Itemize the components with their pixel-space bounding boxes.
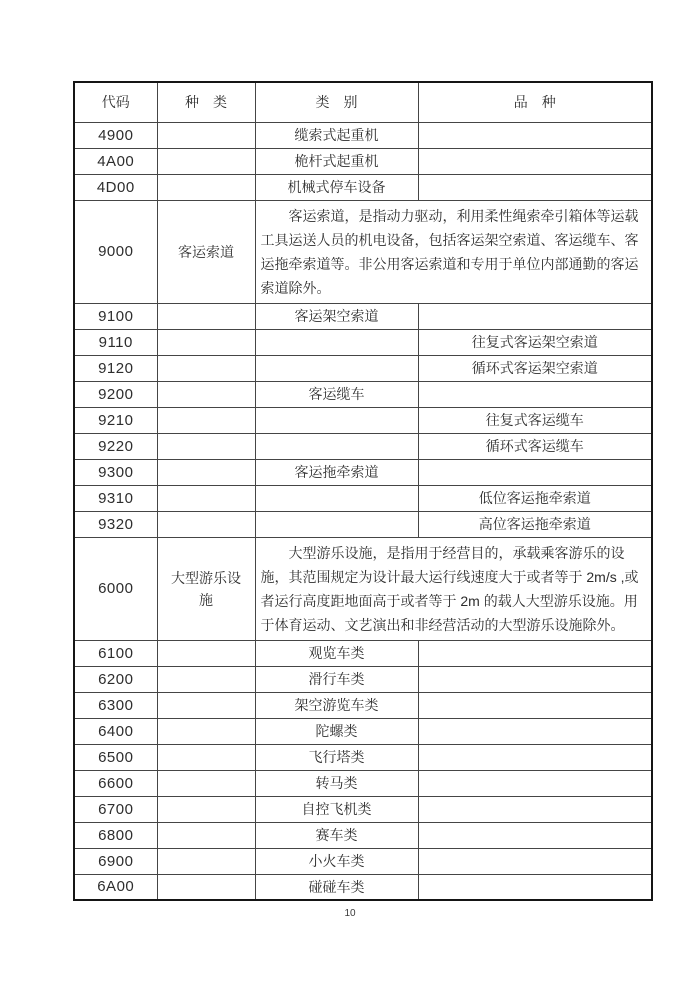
kind-cell — [157, 718, 255, 744]
variety-cell — [418, 770, 652, 796]
variety-cell: 循环式客运架空索道 — [418, 355, 652, 381]
table-row — [74, 303, 652, 329]
variety-cell: 低位客运拖牵索道 — [418, 485, 652, 511]
header-variety: 品 种 — [418, 82, 652, 122]
category-cell: 客运架空索道 — [255, 303, 418, 329]
variety-cell: 往复式客运缆车 — [418, 407, 652, 433]
kind-cell — [157, 122, 255, 148]
table-row — [74, 433, 652, 459]
kind-cell — [157, 796, 255, 822]
category-cell: 赛车类 — [255, 822, 418, 848]
variety-cell — [418, 174, 652, 200]
kind-cell — [157, 355, 255, 381]
kind-cell — [157, 329, 255, 355]
kind-cell: 客运索道 — [157, 200, 255, 303]
variety-cell — [418, 744, 652, 770]
code-cell: 6300 — [74, 692, 157, 718]
code-cell: 6200 — [74, 666, 157, 692]
table-row — [74, 459, 652, 485]
table-row — [74, 744, 652, 770]
table-row — [74, 355, 652, 381]
category-cell — [255, 407, 418, 433]
code-cell: 6000 — [74, 537, 157, 640]
variety-cell — [418, 718, 652, 744]
kind-cell — [157, 874, 255, 900]
variety-cell — [418, 122, 652, 148]
table-row — [74, 822, 652, 848]
variety-cell — [418, 822, 652, 848]
code-cell: 6100 — [74, 640, 157, 666]
page-number: 10 — [344, 908, 356, 919]
variety-cell — [418, 666, 652, 692]
table-row — [74, 200, 652, 303]
variety-cell — [418, 303, 652, 329]
variety-cell: 高位客运拖牵索道 — [418, 511, 652, 537]
table-row — [74, 329, 652, 355]
category-cell — [255, 485, 418, 511]
header-code: 代码 — [74, 82, 157, 122]
code-cell: 4900 — [74, 122, 157, 148]
kind-cell — [157, 692, 255, 718]
code-cell: 9210 — [74, 407, 157, 433]
header-category: 类 别 — [255, 82, 418, 122]
category-cell: 机械式停车设备 — [255, 174, 418, 200]
table-row — [74, 537, 652, 640]
table-row — [74, 848, 652, 874]
kind-cell — [157, 485, 255, 511]
table-header-row — [74, 82, 652, 122]
table-row — [74, 796, 652, 822]
kind-cell: 大型游乐设施 — [157, 537, 255, 640]
code-cell: 4A00 — [74, 148, 157, 174]
code-cell: 6400 — [74, 718, 157, 744]
category-cell: 陀螺类 — [255, 718, 418, 744]
variety-cell — [418, 692, 652, 718]
table-row — [74, 666, 652, 692]
kind-cell — [157, 822, 255, 848]
variety-cell — [418, 148, 652, 174]
category-cell — [255, 511, 418, 537]
table-row — [74, 407, 652, 433]
code-cell: 9110 — [74, 329, 157, 355]
category-cell: 转马类 — [255, 770, 418, 796]
category-cell: 桅杆式起重机 — [255, 148, 418, 174]
description-cell: 客运索道，是指动力驱动，利用柔性绳索牵引箱体等运载工具运送人员的机电设备，包括客运架空索道、客运缆车、客运拖牵索道等。非公用客运索道和专用于单位内部通勤的客运索道除外。 — [255, 200, 652, 303]
table-row — [74, 122, 652, 148]
code-cell: 6500 — [74, 744, 157, 770]
code-cell: 9220 — [74, 433, 157, 459]
code-cell: 6800 — [74, 822, 157, 848]
description-cell: 大型游乐设施，是指用于经营目的，承载乘客游乐的设施，其范围规定为设计最大运行线速度大于或者等于 2m/s ,或者运行高度距地面高于或者等于 2m 的载人大型游乐设施。用于体育运动、文艺演出和非经营活动的大型游乐设施除外。 — [255, 537, 652, 640]
category-cell: 观览车类 — [255, 640, 418, 666]
table-row — [74, 381, 652, 407]
category-cell — [255, 355, 418, 381]
code-cell: 6700 — [74, 796, 157, 822]
table-row — [74, 640, 652, 666]
category-cell: 客运拖牵索道 — [255, 459, 418, 485]
kind-cell — [157, 511, 255, 537]
kind-cell — [157, 381, 255, 407]
classification-table — [73, 81, 653, 901]
code-cell: 4D00 — [74, 174, 157, 200]
category-cell — [255, 329, 418, 355]
variety-cell — [418, 640, 652, 666]
category-cell — [255, 433, 418, 459]
variety-cell: 循环式客运缆车 — [418, 433, 652, 459]
variety-cell — [418, 381, 652, 407]
table-body — [74, 122, 652, 900]
kind-cell — [157, 744, 255, 770]
table-row — [74, 692, 652, 718]
category-cell: 客运缆车 — [255, 381, 418, 407]
kind-cell — [157, 174, 255, 200]
code-cell: 9200 — [74, 381, 157, 407]
code-cell: 9310 — [74, 485, 157, 511]
kind-cell — [157, 770, 255, 796]
table-row — [74, 485, 652, 511]
kind-cell — [157, 459, 255, 485]
variety-cell — [418, 459, 652, 485]
header-kind: 种 类 — [157, 82, 255, 122]
table-row — [74, 148, 652, 174]
variety-cell — [418, 874, 652, 900]
kind-cell — [157, 848, 255, 874]
code-cell: 9100 — [74, 303, 157, 329]
category-cell: 飞行塔类 — [255, 744, 418, 770]
kind-cell — [157, 303, 255, 329]
table-row — [74, 874, 652, 900]
code-cell: 6900 — [74, 848, 157, 874]
code-cell: 6A00 — [74, 874, 157, 900]
kind-cell — [157, 640, 255, 666]
table-row — [74, 174, 652, 200]
kind-cell — [157, 148, 255, 174]
category-cell: 自控飞机类 — [255, 796, 418, 822]
table-row — [74, 511, 652, 537]
code-cell: 9000 — [74, 200, 157, 303]
code-cell: 6600 — [74, 770, 157, 796]
code-cell: 9300 — [74, 459, 157, 485]
variety-cell — [418, 848, 652, 874]
table-row — [74, 770, 652, 796]
code-cell: 9120 — [74, 355, 157, 381]
kind-cell — [157, 433, 255, 459]
category-cell: 小火车类 — [255, 848, 418, 874]
table-row — [74, 718, 652, 744]
code-cell: 9320 — [74, 511, 157, 537]
category-cell: 架空游览车类 — [255, 692, 418, 718]
variety-cell: 往复式客运架空索道 — [418, 329, 652, 355]
category-cell: 缆索式起重机 — [255, 122, 418, 148]
category-cell: 碰碰车类 — [255, 874, 418, 900]
category-cell: 滑行车类 — [255, 666, 418, 692]
kind-cell — [157, 666, 255, 692]
kind-cell — [157, 407, 255, 433]
variety-cell — [418, 796, 652, 822]
